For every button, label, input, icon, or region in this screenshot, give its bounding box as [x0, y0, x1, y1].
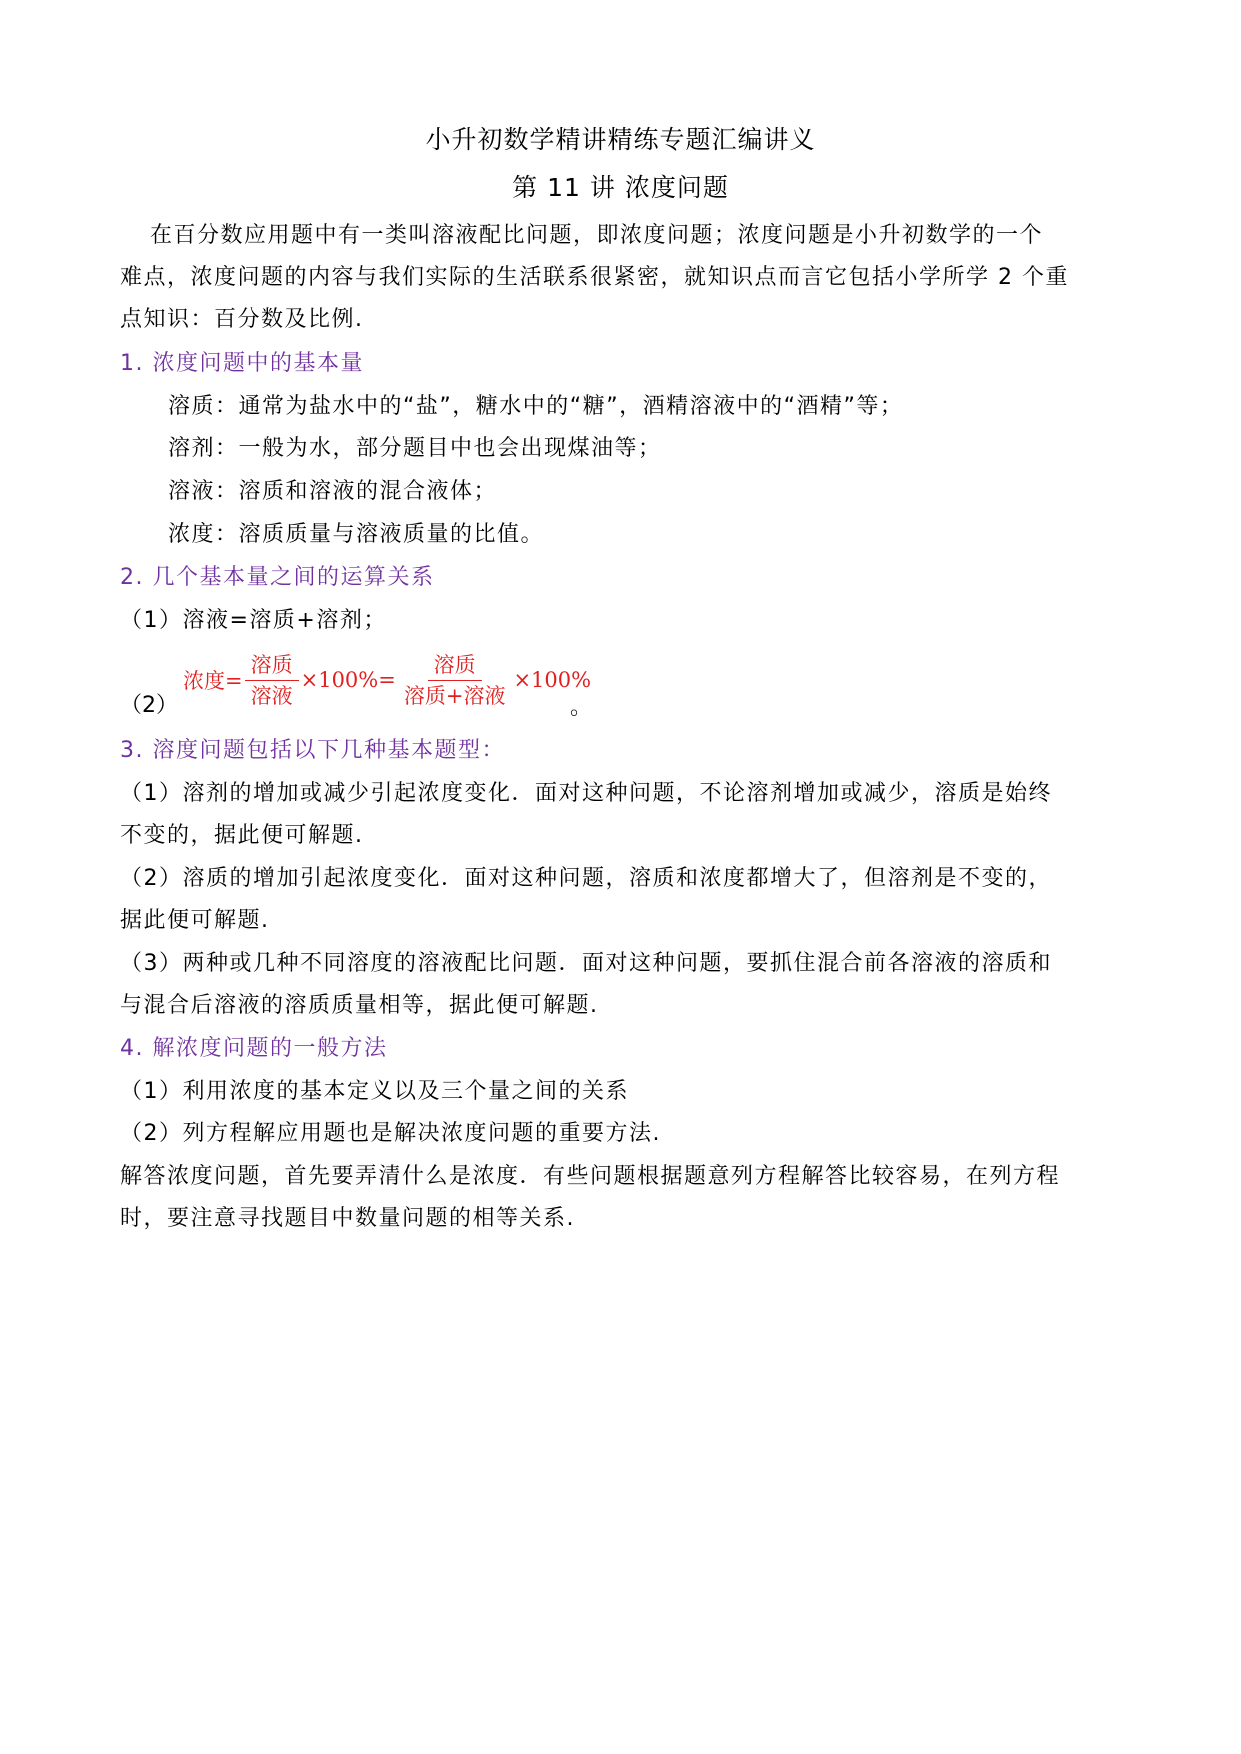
method-line: （2）列方程解应用题也是解决浓度问题的重要方法. — [120, 1121, 661, 1146]
relation-item: （1）溶液=溶质+溶剂； — [120, 608, 387, 633]
formula-tail: ×100% — [513, 668, 592, 692]
section-heading: 3. 溶度问题包括以下几种基本题型： — [120, 738, 505, 763]
definition-item: 溶剂：一般为水，部分题目中也会出现煤油等； — [168, 436, 662, 461]
method-line: 解答浓度问题，首先要弄清什么是浓度．有些问题根据题意列方程解答比较容易，在列方程 — [120, 1164, 1061, 1189]
intro-line: 难点，浓度问题的内容与我们实际的生活联系很紧密，就知识点而言它包括小学所学 2 个重 — [120, 265, 1069, 290]
definition-item: 溶液：溶质和溶液的混合液体； — [168, 479, 498, 504]
section-heading: 1. 浓度问题中的基本量 — [120, 351, 364, 376]
formula-period: 。 — [570, 695, 593, 720]
fraction — [398, 652, 512, 709]
type-line: 据此便可解题. — [120, 908, 270, 933]
method-line: （1）利用浓度的基本定义以及三个量之间的关系 — [120, 1079, 629, 1104]
type-line: （3）两种或几种不同溶度的溶液配比问题．面对这种问题，要抓住混合前各溶液的溶质和 — [120, 951, 1053, 976]
type-line: 与混合后溶液的溶质质量相等，据此便可解题. — [120, 993, 599, 1018]
fraction-numerator: 溶质 — [428, 652, 482, 681]
relation-item-label: （2） — [120, 693, 178, 718]
definition-item: 溶质：通常为盐水中的“盐”，糖水中的“糖”，酒精溶液中的“酒精”等； — [168, 394, 904, 419]
type-line: 不变的，据此便可解题. — [120, 823, 364, 848]
formula-middle: ×100%= — [300, 668, 396, 692]
concentration-formula — [183, 648, 591, 712]
fraction — [245, 652, 299, 709]
fraction-denominator: 溶液 — [250, 683, 293, 708]
section-heading: 2. 几个基本量之间的运算关系 — [120, 565, 435, 590]
type-line: （1）溶剂的增加或减少引起浓度变化．面对这种问题，不论溶剂增加或减少，溶质是始终 — [120, 781, 1053, 806]
document-title: 小升初数学精讲精练专题汇编讲义 — [425, 125, 816, 154]
intro-line: 在百分数应用题中有一类叫溶液配比问题，即浓度问题；浓度问题是小升初数学的一个 — [150, 223, 1044, 248]
fraction-denominator: 溶质+溶液 — [403, 683, 506, 708]
intro-line: 点知识：百分数及比例. — [120, 307, 364, 332]
definition-item: 浓度：溶质质量与溶液质量的比值。 — [168, 522, 545, 547]
type-line: （2）溶质的增加引起浓度变化．面对这种问题，溶质和浓度都增大了，但溶剂是不变的， — [120, 866, 1053, 891]
method-line: 时，要注意寻找题目中数量问题的相等关系. — [120, 1206, 575, 1231]
formula-lhs: 浓度= — [183, 669, 243, 693]
fraction-numerator: 溶质 — [245, 652, 299, 681]
section-heading: 4. 解浓度问题的一般方法 — [120, 1036, 388, 1061]
lecture-subtitle: 第 11 讲 浓度问题 — [512, 173, 729, 202]
